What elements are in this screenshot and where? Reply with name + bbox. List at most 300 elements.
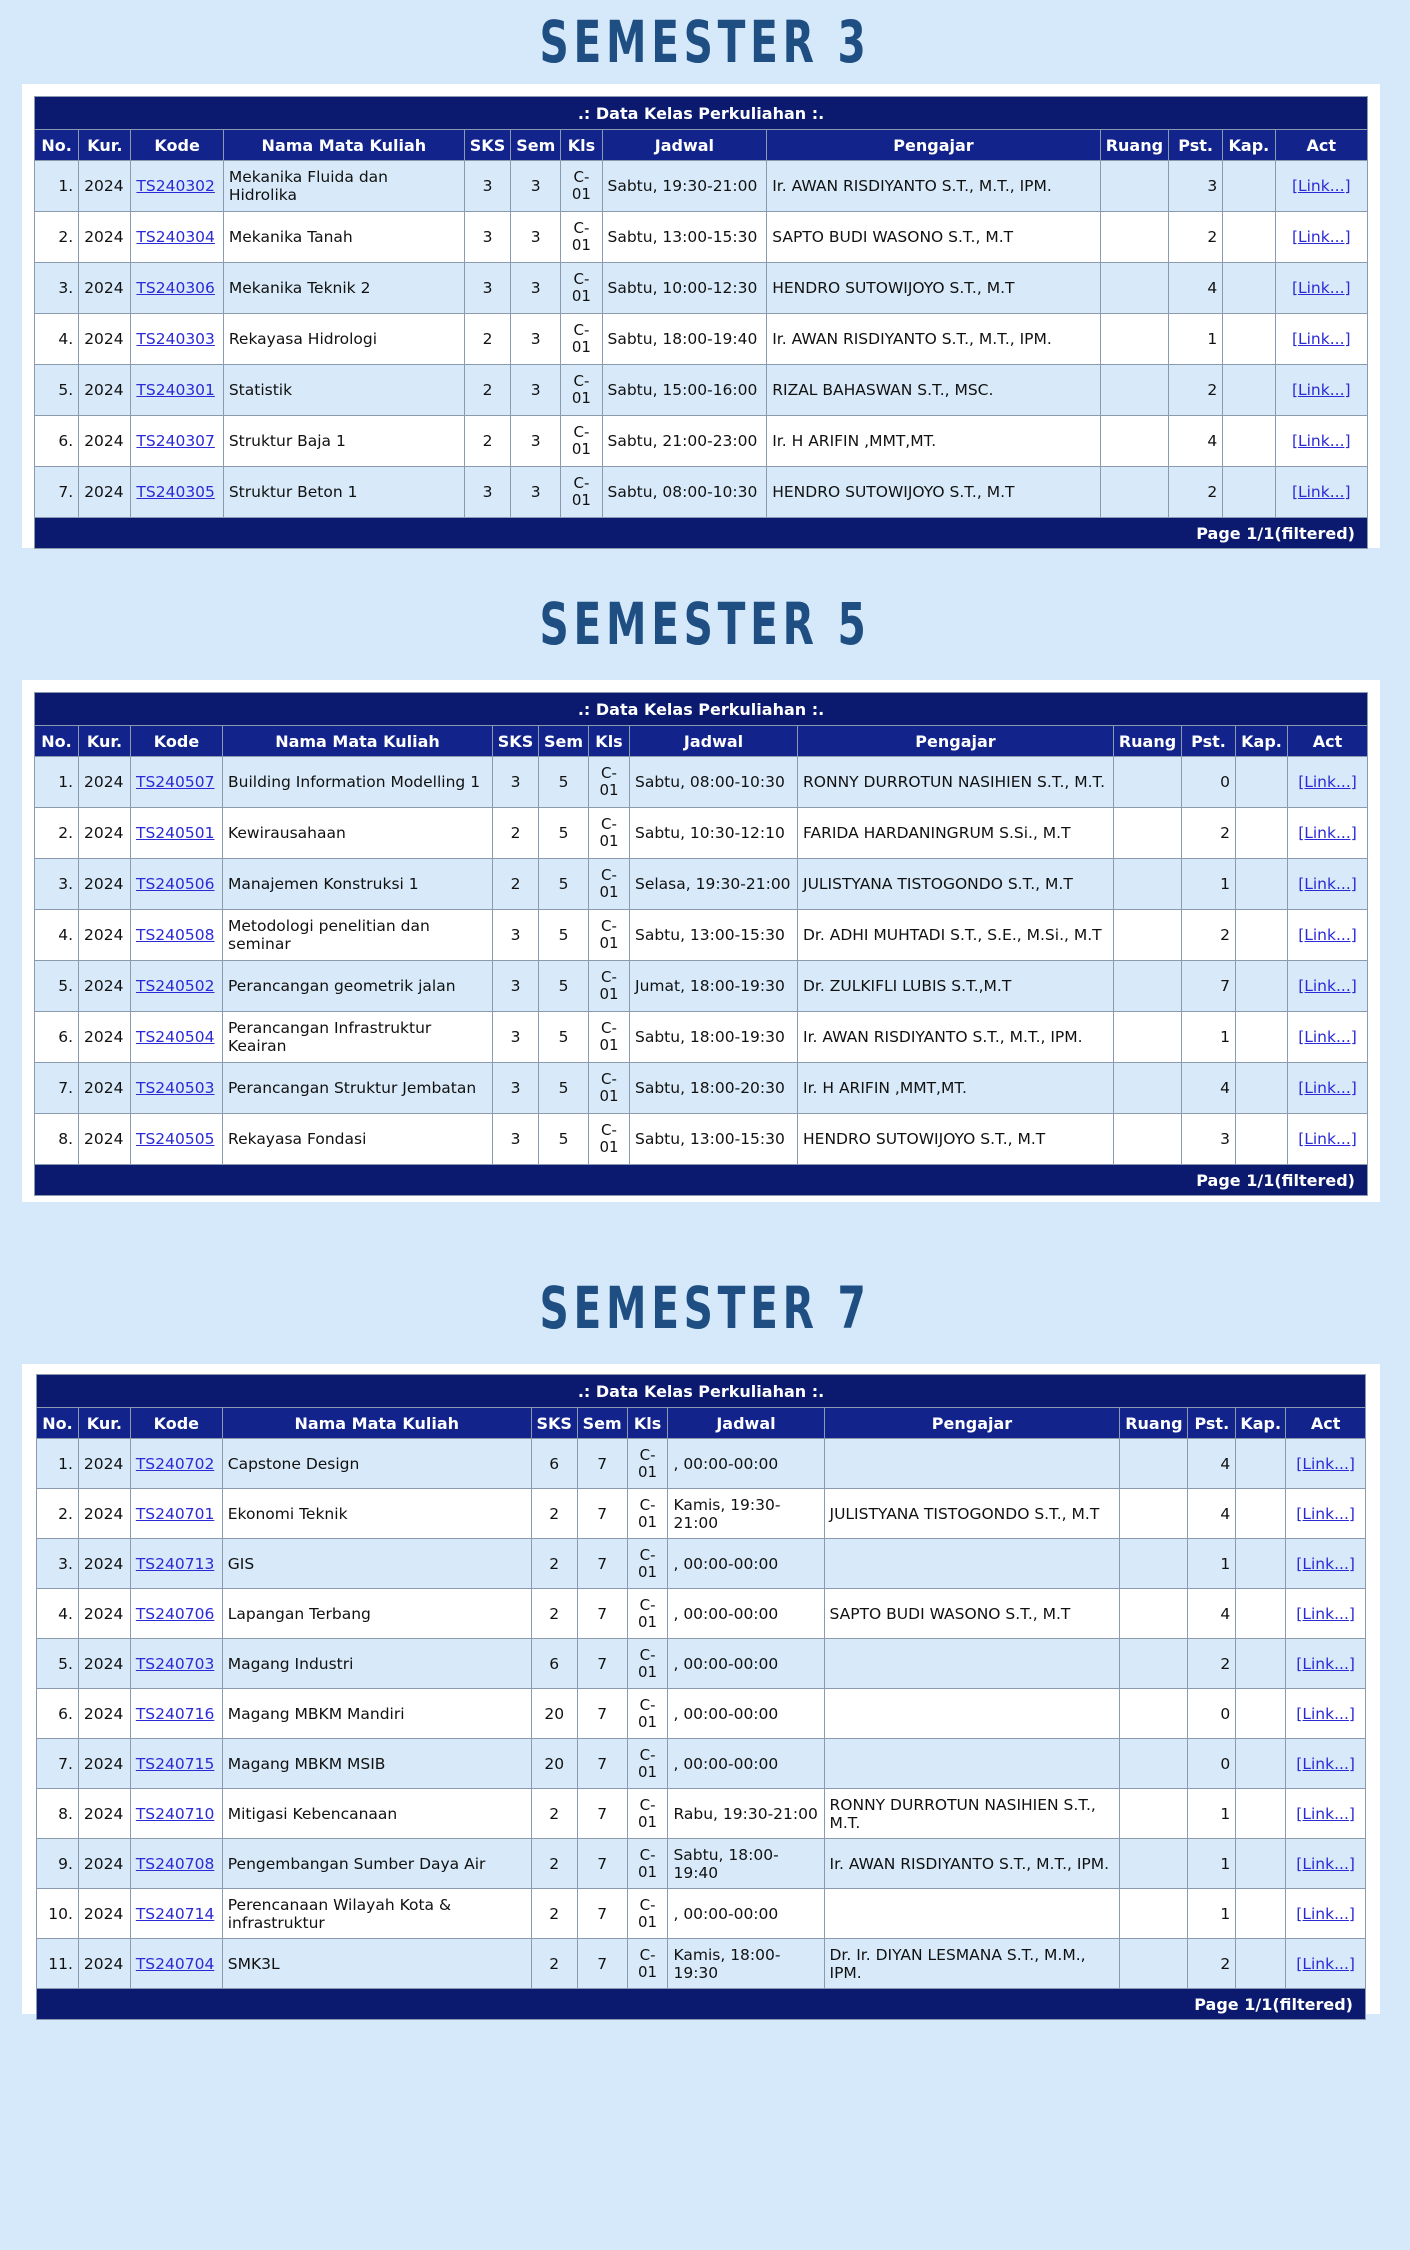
credits: 2	[464, 314, 510, 365]
semester: 7	[577, 1539, 627, 1589]
schedule: Sabtu, 13:00-15:30	[630, 910, 798, 961]
participants: 2	[1188, 1639, 1236, 1689]
course-code	[131, 961, 223, 1012]
schedule: Sabtu, 18:00-19:40	[668, 1839, 824, 1889]
table-row	[37, 1789, 1366, 1839]
course-code	[130, 1689, 222, 1739]
class-section: C-01	[561, 212, 602, 263]
table-caption: .: Data Kelas Perkuliahan :.	[35, 97, 1368, 130]
column-header: Kap.	[1236, 1408, 1286, 1439]
room	[1120, 1489, 1188, 1539]
capacity	[1223, 416, 1275, 467]
schedule: Selasa, 19:30-21:00	[630, 859, 798, 910]
participants: 2	[1169, 467, 1223, 518]
capacity	[1223, 161, 1275, 212]
credits: 20	[531, 1689, 577, 1739]
table-caption: .: Data Kelas Perkuliahan :.	[37, 1375, 1366, 1408]
capacity	[1236, 1739, 1286, 1789]
lecturer: SAPTO BUDI WASONO S.T., M.T	[767, 212, 1101, 263]
column-header: SKS	[464, 130, 510, 161]
column-header: Nama Mata Kuliah	[223, 130, 464, 161]
course-code	[130, 1889, 222, 1939]
semester: 5	[539, 1114, 589, 1165]
capacity	[1236, 1589, 1286, 1639]
course-code	[130, 1639, 222, 1689]
room	[1120, 1639, 1188, 1689]
row-number: 3.	[35, 859, 79, 910]
schedule: Sabtu, 08:00-10:30	[630, 757, 798, 808]
course-code-link[interactable]: TS240702	[135, 1454, 215, 1473]
semester: 3	[511, 263, 561, 314]
class-section: C-01	[589, 910, 630, 961]
detail-link[interactable]: [Link...]	[1296, 1504, 1355, 1523]
course-code-link[interactable]: TS240706	[135, 1604, 215, 1623]
course-name: SMK3L	[222, 1939, 531, 1989]
action-cell	[1288, 1063, 1368, 1114]
class-section: C-01	[627, 1589, 668, 1639]
semester: 7	[577, 1689, 627, 1739]
detail-link[interactable]: [Link...]	[1298, 977, 1357, 995]
semester: 7	[577, 1889, 627, 1939]
column-header: Jadwal	[630, 726, 798, 757]
table-row	[35, 859, 1368, 910]
semester: 5	[539, 910, 589, 961]
course-code	[131, 467, 223, 518]
course-code	[130, 1789, 222, 1839]
participants: 0	[1188, 1739, 1236, 1789]
course-code-link[interactable]: TS240704	[135, 1954, 215, 1973]
participants: 1	[1188, 1839, 1236, 1889]
column-header: Ruang	[1120, 1408, 1188, 1439]
action-cell	[1288, 1114, 1368, 1165]
curriculum-year: 2024	[78, 1739, 130, 1789]
action-cell	[1286, 1839, 1366, 1889]
room	[1100, 467, 1168, 518]
course-code-link[interactable]: TS240504	[136, 1028, 215, 1046]
action-cell	[1275, 263, 1368, 314]
curriculum-year: 2024	[79, 910, 131, 961]
course-code	[130, 1489, 222, 1539]
lecturer	[824, 1539, 1120, 1589]
schedule: Sabtu, 10:00-12:30	[602, 263, 767, 314]
capacity	[1236, 1539, 1286, 1589]
detail-link[interactable]: [Link...]	[1296, 1604, 1355, 1623]
detail-link[interactable]: [Link...]	[1296, 1854, 1355, 1873]
semester: 7	[577, 1789, 627, 1839]
course-name: Perancangan Infrastruktur Keairan	[223, 1012, 493, 1063]
column-header: Kur.	[79, 726, 131, 757]
participants: 4	[1182, 1063, 1236, 1114]
credits: 20	[531, 1739, 577, 1789]
row-number: 2.	[35, 808, 79, 859]
table-row	[35, 467, 1368, 518]
credits: 3	[493, 961, 539, 1012]
class-section: C-01	[561, 161, 602, 212]
semester: 7	[577, 1489, 627, 1539]
course-code	[131, 416, 223, 467]
curriculum-year: 2024	[79, 1063, 131, 1114]
participants: 1	[1188, 1889, 1236, 1939]
semester: 5	[539, 1063, 589, 1114]
row-number: 5.	[35, 365, 79, 416]
class-section: C-01	[561, 416, 602, 467]
class-section: C-01	[589, 1063, 630, 1114]
semester: 5	[539, 1012, 589, 1063]
course-name: Mitigasi Kebencanaan	[222, 1789, 531, 1839]
curriculum-year: 2024	[78, 1539, 130, 1589]
detail-link[interactable]: [Link...]	[1296, 1454, 1355, 1473]
participants: 1	[1188, 1789, 1236, 1839]
table-row	[37, 1739, 1366, 1789]
detail-link[interactable]: [Link...]	[1298, 1028, 1357, 1046]
curriculum-year: 2024	[79, 314, 131, 365]
action-cell	[1286, 1589, 1366, 1639]
credits: 2	[464, 365, 510, 416]
schedule: , 00:00-00:00	[668, 1539, 824, 1589]
capacity	[1236, 1012, 1288, 1063]
class-section: C-01	[561, 467, 602, 518]
participants: 2	[1169, 212, 1223, 263]
table-row	[37, 1639, 1366, 1689]
class-section: C-01	[561, 365, 602, 416]
capacity	[1236, 961, 1288, 1012]
detail-link[interactable]: [Link...]	[1291, 381, 1351, 399]
class-section: C-01	[589, 1114, 630, 1165]
lecturer: Ir. AWAN RISDIYANTO S.T., M.T., IPM.	[767, 161, 1101, 212]
course-name: Mekanika Tanah	[223, 212, 464, 263]
capacity	[1236, 859, 1288, 910]
detail-link[interactable]: [Link...]	[1298, 773, 1357, 791]
room	[1120, 1439, 1188, 1489]
detail-link[interactable]: [Link...]	[1291, 432, 1351, 450]
schedule: Sabtu, 13:00-15:30	[602, 212, 767, 263]
class-section: C-01	[627, 1639, 668, 1689]
row-number: 1.	[35, 161, 79, 212]
detail-link[interactable]: [Link...]	[1291, 483, 1351, 501]
table-row	[35, 314, 1368, 365]
column-header: SKS	[493, 726, 539, 757]
class-section: C-01	[627, 1739, 668, 1789]
credits: 3	[464, 467, 510, 518]
room	[1100, 416, 1168, 467]
pagination-label: Page 1/1(filtered)	[35, 1165, 1368, 1196]
table-row	[37, 1539, 1366, 1589]
capacity	[1236, 1889, 1286, 1939]
class-table	[34, 692, 1368, 1196]
curriculum-year: 2024	[79, 1012, 131, 1063]
capacity	[1236, 1489, 1286, 1539]
column-header: Kls	[561, 130, 602, 161]
column-header: Pengajar	[798, 726, 1114, 757]
column-header: Jadwal	[668, 1408, 824, 1439]
class-section: C-01	[627, 1889, 668, 1939]
room	[1120, 1589, 1188, 1639]
participants: 0	[1182, 757, 1236, 808]
detail-link[interactable]: [Link...]	[1296, 1754, 1355, 1773]
semester: 3	[511, 467, 561, 518]
course-name: Magang Industri	[222, 1639, 531, 1689]
course-code	[130, 1439, 222, 1489]
participants: 2	[1169, 365, 1223, 416]
table-row	[35, 416, 1368, 467]
participants: 4	[1188, 1439, 1236, 1489]
detail-link[interactable]: [Link...]	[1298, 1079, 1357, 1097]
class-section: C-01	[627, 1539, 668, 1589]
schedule: Sabtu, 08:00-10:30	[602, 467, 767, 518]
detail-link[interactable]: [Link...]	[1296, 1654, 1355, 1673]
course-code	[131, 1012, 223, 1063]
course-code	[131, 1114, 223, 1165]
semester: 7	[577, 1639, 627, 1689]
lecturer: JULISTYANA TISTOGONDO S.T., M.T	[824, 1489, 1120, 1539]
class-section: C-01	[589, 808, 630, 859]
credits: 2	[464, 416, 510, 467]
course-code-link[interactable]: TS240302	[136, 177, 215, 195]
capacity	[1236, 910, 1288, 961]
course-code-link[interactable]: TS240713	[135, 1554, 215, 1573]
capacity	[1223, 263, 1275, 314]
course-code-link[interactable]: TS240501	[136, 824, 215, 842]
capacity	[1236, 1063, 1288, 1114]
column-header: Kode	[130, 1408, 222, 1439]
row-number: 4.	[35, 910, 79, 961]
course-code-link[interactable]: TS240301	[136, 381, 215, 399]
semester: 3	[511, 212, 561, 263]
semester: 3	[511, 416, 561, 467]
course-code-link[interactable]: TS240714	[135, 1904, 215, 1923]
action-cell	[1275, 212, 1368, 263]
table-row	[37, 1889, 1366, 1939]
section-title: SEMESTER 5	[539, 590, 871, 658]
course-code-link[interactable]: TS240502	[136, 977, 215, 995]
course-code-link[interactable]: TS240710	[135, 1804, 215, 1823]
capacity	[1236, 1789, 1286, 1839]
column-header: Ruang	[1100, 130, 1168, 161]
column-header: Jadwal	[602, 130, 767, 161]
column-header: Kls	[627, 1408, 668, 1439]
course-name: GIS	[222, 1539, 531, 1589]
row-number: 3.	[35, 263, 79, 314]
course-name: Mekanika Fluida dan Hidrolika	[223, 161, 464, 212]
curriculum-year: 2024	[78, 1889, 130, 1939]
class-section: C-01	[561, 314, 602, 365]
class-section: C-01	[589, 757, 630, 808]
lecturer: Ir. H ARIFIN ,MMT,MT.	[767, 416, 1101, 467]
table-row	[35, 212, 1368, 263]
semester: 5	[539, 757, 589, 808]
column-header: No.	[37, 1408, 79, 1439]
detail-link[interactable]: [Link...]	[1291, 279, 1351, 297]
curriculum-year: 2024	[78, 1839, 130, 1889]
curriculum-year: 2024	[78, 1489, 130, 1539]
course-name: Statistik	[223, 365, 464, 416]
column-header: Pengajar	[824, 1408, 1120, 1439]
action-cell	[1275, 416, 1368, 467]
table-row	[35, 757, 1368, 808]
action-cell	[1286, 1939, 1366, 1989]
credits: 2	[531, 1939, 577, 1989]
course-code-link[interactable]: TS240506	[136, 875, 215, 893]
capacity	[1223, 314, 1275, 365]
column-header: Kur.	[78, 1408, 130, 1439]
room	[1114, 757, 1182, 808]
course-code-link[interactable]: TS240307	[136, 432, 215, 450]
row-number: 3.	[37, 1539, 79, 1589]
row-number: 4.	[37, 1589, 79, 1639]
credits: 3	[493, 910, 539, 961]
column-header: Kap.	[1223, 130, 1275, 161]
detail-link[interactable]: [Link...]	[1296, 1804, 1355, 1823]
schedule: Sabtu, 13:00-15:30	[630, 1114, 798, 1165]
detail-link[interactable]: [Link...]	[1296, 1704, 1355, 1723]
credits: 3	[493, 757, 539, 808]
schedule: , 00:00-00:00	[668, 1889, 824, 1939]
course-code	[130, 1939, 222, 1989]
column-header: Ruang	[1114, 726, 1182, 757]
class-section: C-01	[627, 1689, 668, 1739]
detail-link[interactable]: [Link...]	[1298, 1130, 1357, 1148]
schedule: , 00:00-00:00	[668, 1689, 824, 1739]
row-number: 4.	[35, 314, 79, 365]
course-code-link[interactable]: TS240304	[136, 228, 215, 246]
curriculum-year: 2024	[78, 1939, 130, 1989]
column-header: No.	[35, 726, 79, 757]
credits: 3	[493, 1063, 539, 1114]
detail-link[interactable]: [Link...]	[1296, 1954, 1355, 1973]
participants: 0	[1188, 1689, 1236, 1739]
column-header: Nama Mata Kuliah	[222, 1408, 531, 1439]
lecturer	[824, 1639, 1120, 1689]
capacity	[1236, 1939, 1286, 1989]
column-header: Act	[1286, 1408, 1366, 1439]
row-number: 1.	[37, 1439, 79, 1489]
course-name: Perancangan geometrik jalan	[223, 961, 493, 1012]
curriculum-year: 2024	[79, 1114, 131, 1165]
lecturer: HENDRO SUTOWIJOYO S.T., M.T	[767, 263, 1101, 314]
column-header: Act	[1288, 726, 1368, 757]
detail-link[interactable]: [Link...]	[1291, 228, 1351, 246]
participants: 1	[1188, 1539, 1236, 1589]
course-code-link[interactable]: TS240305	[136, 483, 215, 501]
room	[1100, 314, 1168, 365]
course-name: Struktur Baja 1	[223, 416, 464, 467]
class-section: C-01	[627, 1839, 668, 1889]
detail-link[interactable]: [Link...]	[1298, 926, 1357, 944]
course-code-link[interactable]: TS240715	[135, 1754, 215, 1773]
participants: 1	[1182, 1012, 1236, 1063]
row-number: 7.	[35, 467, 79, 518]
class-table-panel	[22, 680, 1380, 1202]
curriculum-year: 2024	[79, 416, 131, 467]
credits: 3	[464, 161, 510, 212]
action-cell	[1275, 161, 1368, 212]
column-header: Kap.	[1236, 726, 1288, 757]
detail-link[interactable]: [Link...]	[1298, 824, 1357, 842]
row-number: 10.	[37, 1889, 79, 1939]
class-table	[34, 96, 1368, 549]
table-row	[37, 1839, 1366, 1889]
course-code	[131, 808, 223, 859]
course-code-link[interactable]: TS240507	[136, 773, 215, 791]
course-name: Perencanaan Wilayah Kota & infrastruktur	[222, 1889, 531, 1939]
credits: 2	[493, 859, 539, 910]
participants: 7	[1182, 961, 1236, 1012]
curriculum-year: 2024	[78, 1589, 130, 1639]
course-name: Ekonomi Teknik	[222, 1489, 531, 1539]
course-code-link[interactable]: TS240701	[135, 1504, 215, 1523]
curriculum-year: 2024	[79, 161, 131, 212]
course-code-link[interactable]: TS240306	[136, 279, 215, 297]
table-row	[35, 961, 1368, 1012]
capacity	[1236, 808, 1288, 859]
credits: 2	[531, 1489, 577, 1539]
lecturer: Dr. ZULKIFLI LUBIS S.T.,M.T	[798, 961, 1114, 1012]
table-row	[35, 1063, 1368, 1114]
course-code-link[interactable]: TS240503	[136, 1079, 215, 1097]
table-row	[35, 808, 1368, 859]
course-code	[131, 212, 223, 263]
detail-link[interactable]: [Link...]	[1291, 330, 1351, 348]
course-code-link[interactable]: TS240303	[136, 330, 215, 348]
schedule: Sabtu, 18:00-19:30	[630, 1012, 798, 1063]
credits: 2	[531, 1539, 577, 1589]
detail-link[interactable]: [Link...]	[1296, 1904, 1355, 1923]
room	[1120, 1789, 1188, 1839]
table-row	[35, 263, 1368, 314]
room	[1114, 1063, 1182, 1114]
row-number: 2.	[37, 1489, 79, 1539]
course-code-link[interactable]: TS240716	[135, 1704, 215, 1723]
semester: 5	[539, 859, 589, 910]
table-row	[37, 1489, 1366, 1539]
class-table	[36, 1374, 1366, 2020]
course-code-link[interactable]: TS240703	[135, 1654, 215, 1673]
column-header: No.	[35, 130, 79, 161]
detail-link[interactable]: [Link...]	[1298, 875, 1357, 893]
credits: 3	[493, 1114, 539, 1165]
lecturer	[824, 1439, 1120, 1489]
room	[1100, 212, 1168, 263]
course-code-link[interactable]: TS240508	[136, 926, 215, 944]
semester: 7	[577, 1739, 627, 1789]
semester: 5	[539, 961, 589, 1012]
room	[1100, 365, 1168, 416]
detail-link[interactable]: [Link...]	[1291, 177, 1351, 195]
class-section: C-01	[627, 1789, 668, 1839]
room	[1120, 1539, 1188, 1589]
capacity	[1223, 467, 1275, 518]
semester: 5	[539, 808, 589, 859]
course-code-link[interactable]: TS240708	[135, 1854, 215, 1873]
row-number: 1.	[35, 757, 79, 808]
course-name: Mekanika Teknik 2	[223, 263, 464, 314]
curriculum-year: 2024	[78, 1439, 130, 1489]
action-cell	[1275, 467, 1368, 518]
course-name: Metodologi penelitian dan seminar	[223, 910, 493, 961]
semester: 3	[511, 161, 561, 212]
course-name: Manajemen Konstruksi 1	[223, 859, 493, 910]
curriculum-year: 2024	[79, 365, 131, 416]
row-number: 7.	[35, 1063, 79, 1114]
table-row	[37, 1589, 1366, 1639]
detail-link[interactable]: [Link...]	[1296, 1554, 1355, 1573]
capacity	[1236, 1839, 1286, 1889]
course-code-link[interactable]: TS240505	[136, 1130, 215, 1148]
schedule: Jumat, 18:00-19:30	[630, 961, 798, 1012]
class-section: C-01	[589, 859, 630, 910]
column-header: Pst.	[1169, 130, 1223, 161]
participants: 4	[1169, 263, 1223, 314]
